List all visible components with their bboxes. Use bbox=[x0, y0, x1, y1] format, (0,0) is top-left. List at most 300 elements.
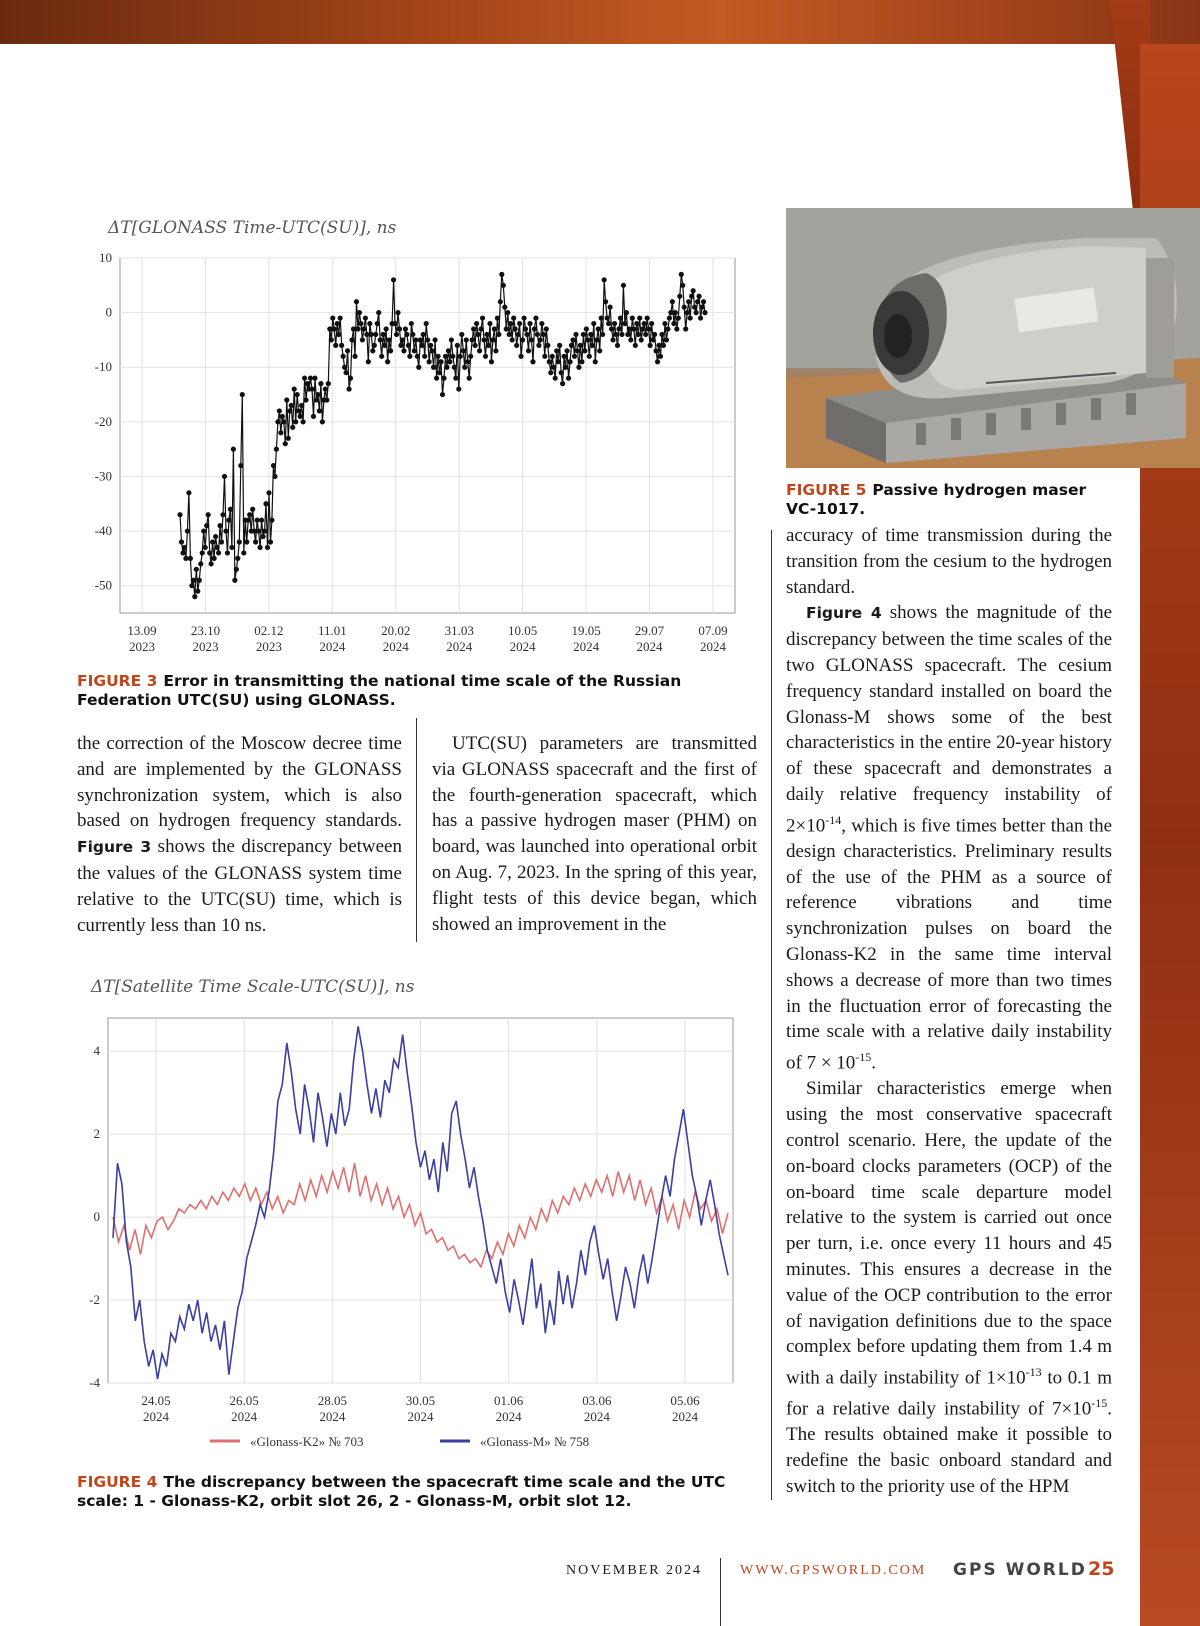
data-point bbox=[300, 419, 305, 424]
data-point bbox=[645, 315, 650, 320]
data-point bbox=[345, 348, 350, 353]
data-point bbox=[636, 332, 641, 337]
data-point bbox=[450, 354, 455, 359]
figure3-caption-label: FIGURE 3 bbox=[77, 672, 158, 690]
data-point bbox=[403, 326, 408, 331]
data-point bbox=[444, 365, 449, 370]
data-point bbox=[400, 337, 405, 342]
data-point bbox=[424, 321, 429, 326]
data-point bbox=[575, 348, 580, 353]
data-point bbox=[357, 310, 362, 315]
x-tick-label: 2024 bbox=[446, 639, 473, 654]
data-point bbox=[702, 310, 707, 315]
data-point bbox=[649, 321, 654, 326]
data-point bbox=[369, 332, 374, 337]
legend-label-1: «Glonass-K2» № 703 bbox=[250, 1434, 364, 1449]
top-color-bar bbox=[0, 0, 1200, 44]
data-point bbox=[692, 305, 697, 310]
y-tick-label: 4 bbox=[93, 1043, 100, 1059]
data-point bbox=[281, 419, 286, 424]
x-tick-label: 23.10 bbox=[190, 623, 221, 638]
data-point bbox=[333, 343, 338, 348]
data-point bbox=[275, 419, 280, 424]
data-point bbox=[226, 518, 231, 523]
data-point bbox=[308, 376, 313, 381]
data-point bbox=[510, 337, 515, 342]
x-tick-label: 10.05 bbox=[508, 623, 538, 638]
x-tick-label: 30.05 bbox=[405, 1393, 436, 1408]
data-point bbox=[317, 408, 322, 413]
figure3-reference: Figure 3 bbox=[77, 838, 152, 857]
column-divider-left bbox=[416, 718, 417, 942]
data-point bbox=[584, 326, 589, 331]
data-point bbox=[197, 578, 202, 583]
data-point bbox=[659, 332, 664, 337]
data-point bbox=[326, 381, 331, 386]
data-point bbox=[475, 332, 480, 337]
data-point bbox=[203, 545, 208, 550]
x-tick-label: 2024 bbox=[509, 639, 536, 654]
data-point bbox=[679, 272, 684, 277]
data-point bbox=[550, 354, 555, 359]
data-point bbox=[422, 354, 427, 359]
data-point bbox=[443, 354, 448, 359]
data-point bbox=[553, 376, 558, 381]
data-point bbox=[370, 348, 375, 353]
data-point bbox=[361, 326, 366, 331]
data-point bbox=[320, 419, 325, 424]
data-point bbox=[458, 354, 463, 359]
data-point bbox=[535, 332, 540, 337]
x-tick-label: 2024 bbox=[319, 639, 346, 654]
data-point bbox=[412, 348, 417, 353]
data-point bbox=[441, 376, 446, 381]
data-point bbox=[560, 381, 565, 386]
x-tick-label: 2023 bbox=[192, 639, 219, 654]
data-point bbox=[446, 348, 451, 353]
data-point bbox=[284, 397, 289, 402]
data-point bbox=[295, 392, 300, 397]
data-point bbox=[183, 556, 188, 561]
data-point bbox=[277, 408, 282, 413]
data-point bbox=[557, 343, 562, 348]
data-point bbox=[639, 337, 644, 342]
x-tick-label: 13.09 bbox=[127, 623, 157, 638]
x-tick-label: 2024 bbox=[583, 1409, 610, 1424]
data-point bbox=[232, 578, 237, 583]
data-point bbox=[180, 550, 185, 555]
data-point bbox=[268, 539, 273, 544]
data-point bbox=[492, 326, 497, 331]
data-point bbox=[384, 326, 389, 331]
data-point bbox=[292, 386, 297, 391]
data-point bbox=[548, 370, 553, 375]
data-point bbox=[486, 343, 491, 348]
data-point bbox=[470, 337, 475, 342]
data-point bbox=[680, 283, 685, 288]
data-point bbox=[372, 343, 377, 348]
data-point bbox=[551, 365, 556, 370]
figure5-caption-text: Passive hydrogen maser VC-1017. bbox=[786, 481, 1087, 518]
data-point bbox=[367, 321, 372, 326]
data-point bbox=[600, 332, 605, 337]
data-point bbox=[480, 315, 485, 320]
data-point bbox=[628, 337, 633, 342]
exponent-3: -13 bbox=[1025, 1365, 1042, 1380]
data-point bbox=[262, 528, 267, 533]
data-point bbox=[309, 386, 314, 391]
x-tick-label: 2024 bbox=[573, 639, 600, 654]
data-point bbox=[542, 354, 547, 359]
data-point bbox=[191, 578, 196, 583]
middle-col-text: UTC(SU) parameters are transmitted via GLONASS spacecraft and the first of the fourth-generation spacecraft, which has a passive hydrogen maser (PHM) on board, was launched into operational orbit on Aug. 7, 2023. In the spring of this year, flight tests of this device began, which showed an improvement in the bbox=[432, 733, 757, 935]
x-tick-label: 02.12 bbox=[254, 623, 284, 638]
data-point bbox=[265, 545, 270, 550]
data-point bbox=[625, 332, 630, 337]
data-point bbox=[366, 359, 371, 364]
y-tick-label: -50 bbox=[94, 577, 112, 593]
data-point bbox=[216, 550, 221, 555]
data-point bbox=[607, 305, 612, 310]
data-point bbox=[223, 528, 228, 533]
data-point bbox=[352, 354, 357, 359]
data-point bbox=[576, 365, 581, 370]
data-point bbox=[484, 332, 489, 337]
y-tick-label: -20 bbox=[94, 413, 112, 429]
data-point bbox=[177, 512, 182, 517]
data-point bbox=[237, 539, 242, 544]
data-point bbox=[599, 315, 604, 320]
data-point bbox=[421, 332, 426, 337]
data-point bbox=[379, 354, 384, 359]
data-point bbox=[504, 326, 509, 331]
data-point bbox=[409, 321, 414, 326]
data-point bbox=[502, 305, 507, 310]
data-point bbox=[250, 507, 255, 512]
data-point bbox=[241, 550, 246, 555]
footer-url[interactable]: WWW.GPSWORLD.COM bbox=[740, 1563, 927, 1578]
data-point bbox=[646, 326, 651, 331]
data-point bbox=[189, 583, 194, 588]
figure3-title: ΔT[GLONASS Time-UTC(SU)], ns bbox=[108, 218, 397, 238]
data-point bbox=[676, 315, 681, 320]
data-point bbox=[526, 348, 531, 353]
x-tick-label: 2024 bbox=[319, 1409, 346, 1424]
data-point bbox=[344, 370, 349, 375]
column-divider-right bbox=[771, 530, 772, 1500]
right-col-para-3c: . The results obtained make it possible to redefine the basic onboard standard and switch to the priority use of the HPM bbox=[786, 1398, 1112, 1497]
data-point bbox=[642, 321, 647, 326]
data-point bbox=[194, 567, 199, 572]
data-point bbox=[260, 534, 265, 539]
data-point bbox=[201, 528, 206, 533]
data-point bbox=[246, 518, 251, 523]
hydrogen-maser-image bbox=[786, 208, 1200, 468]
data-point bbox=[415, 354, 420, 359]
data-point bbox=[427, 359, 432, 364]
data-point bbox=[195, 589, 200, 594]
figure5-caption bbox=[786, 481, 1116, 519]
data-point bbox=[280, 414, 285, 419]
data-point bbox=[438, 359, 443, 364]
right-col-para-3b: to 0.1 m for a relative daily instability of 7×10 bbox=[786, 1367, 1113, 1420]
data-point bbox=[394, 332, 399, 337]
data-point bbox=[508, 321, 513, 326]
data-point bbox=[615, 343, 620, 348]
data-point bbox=[252, 528, 257, 533]
data-point bbox=[610, 337, 615, 342]
data-point bbox=[523, 326, 528, 331]
data-point bbox=[533, 315, 538, 320]
data-point bbox=[324, 397, 329, 402]
x-tick-label: 2024 bbox=[143, 1409, 169, 1424]
data-point bbox=[204, 523, 209, 528]
data-point bbox=[323, 386, 328, 391]
data-point bbox=[567, 359, 572, 364]
data-point bbox=[381, 332, 386, 337]
figure3-caption-text: Error in transmitting the national time scale of the Russian Federation UTC(SU) using GLONASS. bbox=[77, 672, 682, 709]
data-point bbox=[240, 392, 245, 397]
data-point bbox=[222, 474, 227, 479]
x-tick-label: 20.02 bbox=[381, 623, 411, 638]
data-point bbox=[360, 337, 365, 342]
x-tick-label: 01.06 bbox=[494, 1393, 524, 1408]
data-point bbox=[650, 337, 655, 342]
data-point bbox=[527, 321, 532, 326]
data-point bbox=[677, 294, 682, 299]
data-point bbox=[618, 315, 623, 320]
y-tick-label: 10 bbox=[99, 250, 112, 265]
data-point bbox=[605, 315, 610, 320]
data-point bbox=[278, 430, 283, 435]
data-point bbox=[210, 539, 215, 544]
figure4-reference: Figure 4 bbox=[806, 604, 882, 623]
data-point bbox=[289, 403, 294, 408]
data-point bbox=[686, 299, 691, 304]
figure4-title: ΔT[Satellite Time Scale-UTC(SU)], ns bbox=[91, 977, 415, 997]
x-tick-label: 07.09 bbox=[698, 623, 728, 638]
data-point bbox=[339, 343, 344, 348]
data-point bbox=[302, 376, 307, 381]
data-point bbox=[603, 299, 608, 304]
data-point bbox=[624, 310, 629, 315]
data-point bbox=[235, 556, 240, 561]
x-tick-label: 28.05 bbox=[317, 1393, 347, 1408]
data-point bbox=[579, 359, 584, 364]
data-point bbox=[634, 321, 639, 326]
data-point bbox=[587, 354, 592, 359]
data-point bbox=[453, 376, 458, 381]
data-point bbox=[619, 332, 624, 337]
data-point bbox=[597, 348, 602, 353]
data-point bbox=[573, 332, 578, 337]
data-point bbox=[539, 321, 544, 326]
data-point bbox=[188, 556, 193, 561]
data-point bbox=[499, 272, 504, 277]
data-point bbox=[364, 332, 369, 337]
data-point bbox=[519, 354, 524, 359]
data-point bbox=[392, 321, 397, 326]
data-point bbox=[293, 419, 298, 424]
data-point bbox=[271, 463, 276, 468]
data-point bbox=[520, 337, 525, 342]
data-point bbox=[346, 386, 351, 391]
body-middle-column bbox=[432, 731, 757, 937]
figure4-chart bbox=[80, 1008, 760, 1468]
data-point bbox=[563, 365, 568, 370]
data-point bbox=[468, 354, 473, 359]
footer-date: NOVEMBER 2024 bbox=[566, 1563, 703, 1578]
data-point bbox=[511, 315, 516, 320]
x-tick-label: 2024 bbox=[700, 639, 726, 654]
y-tick-label: 0 bbox=[105, 304, 112, 320]
data-point bbox=[462, 365, 467, 370]
data-point bbox=[419, 343, 424, 348]
data-point bbox=[658, 354, 663, 359]
data-point bbox=[342, 365, 347, 370]
data-point bbox=[547, 359, 552, 364]
data-point bbox=[465, 359, 470, 364]
x-tick-label: 2024 bbox=[495, 1409, 522, 1424]
data-point bbox=[395, 310, 400, 315]
data-point bbox=[387, 337, 392, 342]
data-point bbox=[456, 386, 461, 391]
data-point bbox=[410, 332, 415, 337]
left-col-text-b: shows the discrepancy between the values of the GLONASS system time relative to the UTC(SU) time, which is currently less than 10 ns. bbox=[77, 836, 402, 936]
data-point bbox=[338, 315, 343, 320]
data-point bbox=[413, 337, 418, 342]
data-point bbox=[434, 376, 439, 381]
x-tick-label: 2024 bbox=[636, 639, 663, 654]
data-point bbox=[524, 332, 529, 337]
data-point bbox=[513, 326, 518, 331]
data-point bbox=[259, 518, 264, 523]
data-point bbox=[406, 343, 411, 348]
data-point bbox=[612, 321, 617, 326]
figure3-caption bbox=[77, 672, 757, 710]
data-point bbox=[606, 321, 611, 326]
data-point bbox=[299, 403, 304, 408]
data-point bbox=[198, 561, 203, 566]
data-point bbox=[631, 326, 636, 331]
data-point bbox=[385, 359, 390, 364]
data-point bbox=[373, 332, 378, 337]
data-point bbox=[471, 326, 476, 331]
data-point bbox=[272, 474, 277, 479]
data-point bbox=[661, 343, 666, 348]
data-point bbox=[225, 550, 230, 555]
x-tick-label: 11.01 bbox=[317, 623, 347, 638]
data-point bbox=[391, 277, 396, 282]
data-point bbox=[256, 528, 261, 533]
data-point bbox=[591, 321, 596, 326]
data-point bbox=[330, 315, 335, 320]
data-point bbox=[648, 343, 653, 348]
right-col-para-2a: shows the magnitude of the discrepancy between the time scales of the two GLONASS spacecraft. The cesium frequency standard installed on board the Glonass-M shows some of the best characteristics in the entire 20-year history of these spacecraft and demonstrates a daily relative frequency instability of 2×10 bbox=[786, 602, 1112, 837]
data-point bbox=[212, 556, 217, 561]
data-point bbox=[487, 321, 492, 326]
data-point bbox=[404, 332, 409, 337]
x-tick-label: 24.05 bbox=[141, 1393, 171, 1408]
data-point bbox=[590, 343, 595, 348]
data-point bbox=[621, 283, 626, 288]
data-point bbox=[298, 414, 303, 419]
data-point bbox=[355, 326, 360, 331]
data-point bbox=[622, 321, 627, 326]
data-point bbox=[286, 436, 291, 441]
data-point bbox=[375, 321, 380, 326]
y-tick-label: 2 bbox=[93, 1126, 100, 1142]
data-point bbox=[303, 397, 308, 402]
data-point bbox=[354, 299, 359, 304]
data-point bbox=[633, 343, 638, 348]
data-point bbox=[668, 310, 673, 315]
data-point bbox=[467, 376, 472, 381]
data-point bbox=[257, 545, 262, 550]
data-point bbox=[376, 310, 381, 315]
data-point bbox=[578, 343, 583, 348]
data-point bbox=[220, 512, 225, 517]
data-point bbox=[655, 359, 660, 364]
data-point bbox=[689, 294, 694, 299]
data-point bbox=[253, 539, 258, 544]
data-point bbox=[630, 315, 635, 320]
data-point bbox=[581, 332, 586, 337]
data-point bbox=[428, 343, 433, 348]
data-point bbox=[670, 299, 675, 304]
data-point bbox=[437, 370, 442, 375]
data-point bbox=[501, 283, 506, 288]
data-point bbox=[538, 337, 543, 342]
data-point bbox=[407, 354, 412, 359]
data-point bbox=[266, 490, 271, 495]
right-col-para-2b: , which is five times better than the design characteristics. Preliminary results of the use of the PHM as a source of reference vibrations and time synchronization pulses on board the Glonass-K2 in the same time interval shows a decrease of more than two times in the fluctuation error of forecasting the time scale with a relative daily instability of 7 × 10 bbox=[786, 815, 1112, 1074]
data-point bbox=[351, 326, 356, 331]
body-left-column bbox=[77, 731, 402, 938]
data-point bbox=[398, 343, 403, 348]
data-point bbox=[247, 512, 252, 517]
footer-divider bbox=[720, 1558, 721, 1626]
x-tick-label: 29.07 bbox=[634, 623, 665, 638]
data-point bbox=[545, 343, 550, 348]
data-point bbox=[685, 310, 690, 315]
data-point bbox=[643, 332, 648, 337]
data-point bbox=[296, 408, 301, 413]
data-point bbox=[532, 326, 537, 331]
data-point bbox=[452, 365, 457, 370]
data-point bbox=[329, 337, 334, 342]
data-point bbox=[311, 414, 316, 419]
data-point bbox=[674, 326, 679, 331]
data-point bbox=[544, 326, 549, 331]
data-point bbox=[219, 539, 224, 544]
data-point bbox=[498, 299, 503, 304]
right-col-para-3a: Similar characteristics emerge when using the most conservative spacecraft control scenario. Here, the update of the on-board clocks parameters (OCP) of the on-board time scale departure model relative to the system is carried out once per turn, i.e. once every 11 hours and 45 minutes. This ensures a decrease in the value of the OCP contribution to the error of navigation definitions due to the space complex before updating them from 1.4 m with a daily instability of 1×10 bbox=[786, 1078, 1112, 1389]
data-point bbox=[315, 392, 320, 397]
right-col-para-1: accuracy of time transmission during the transition from the cesium to the hydrogen standard. bbox=[786, 525, 1112, 598]
data-point bbox=[388, 348, 393, 353]
x-tick-label: 2024 bbox=[382, 639, 409, 654]
x-tick-label: 2024 bbox=[672, 1409, 698, 1424]
data-point bbox=[554, 348, 559, 353]
x-tick-label: 19.05 bbox=[571, 623, 601, 638]
figure3-chart bbox=[80, 248, 760, 658]
footer-magazine: GPS WORLD bbox=[953, 1560, 1087, 1580]
data-point bbox=[332, 326, 337, 331]
data-point bbox=[696, 294, 701, 299]
data-point bbox=[455, 343, 460, 348]
x-tick-label: 03.06 bbox=[582, 1393, 612, 1408]
